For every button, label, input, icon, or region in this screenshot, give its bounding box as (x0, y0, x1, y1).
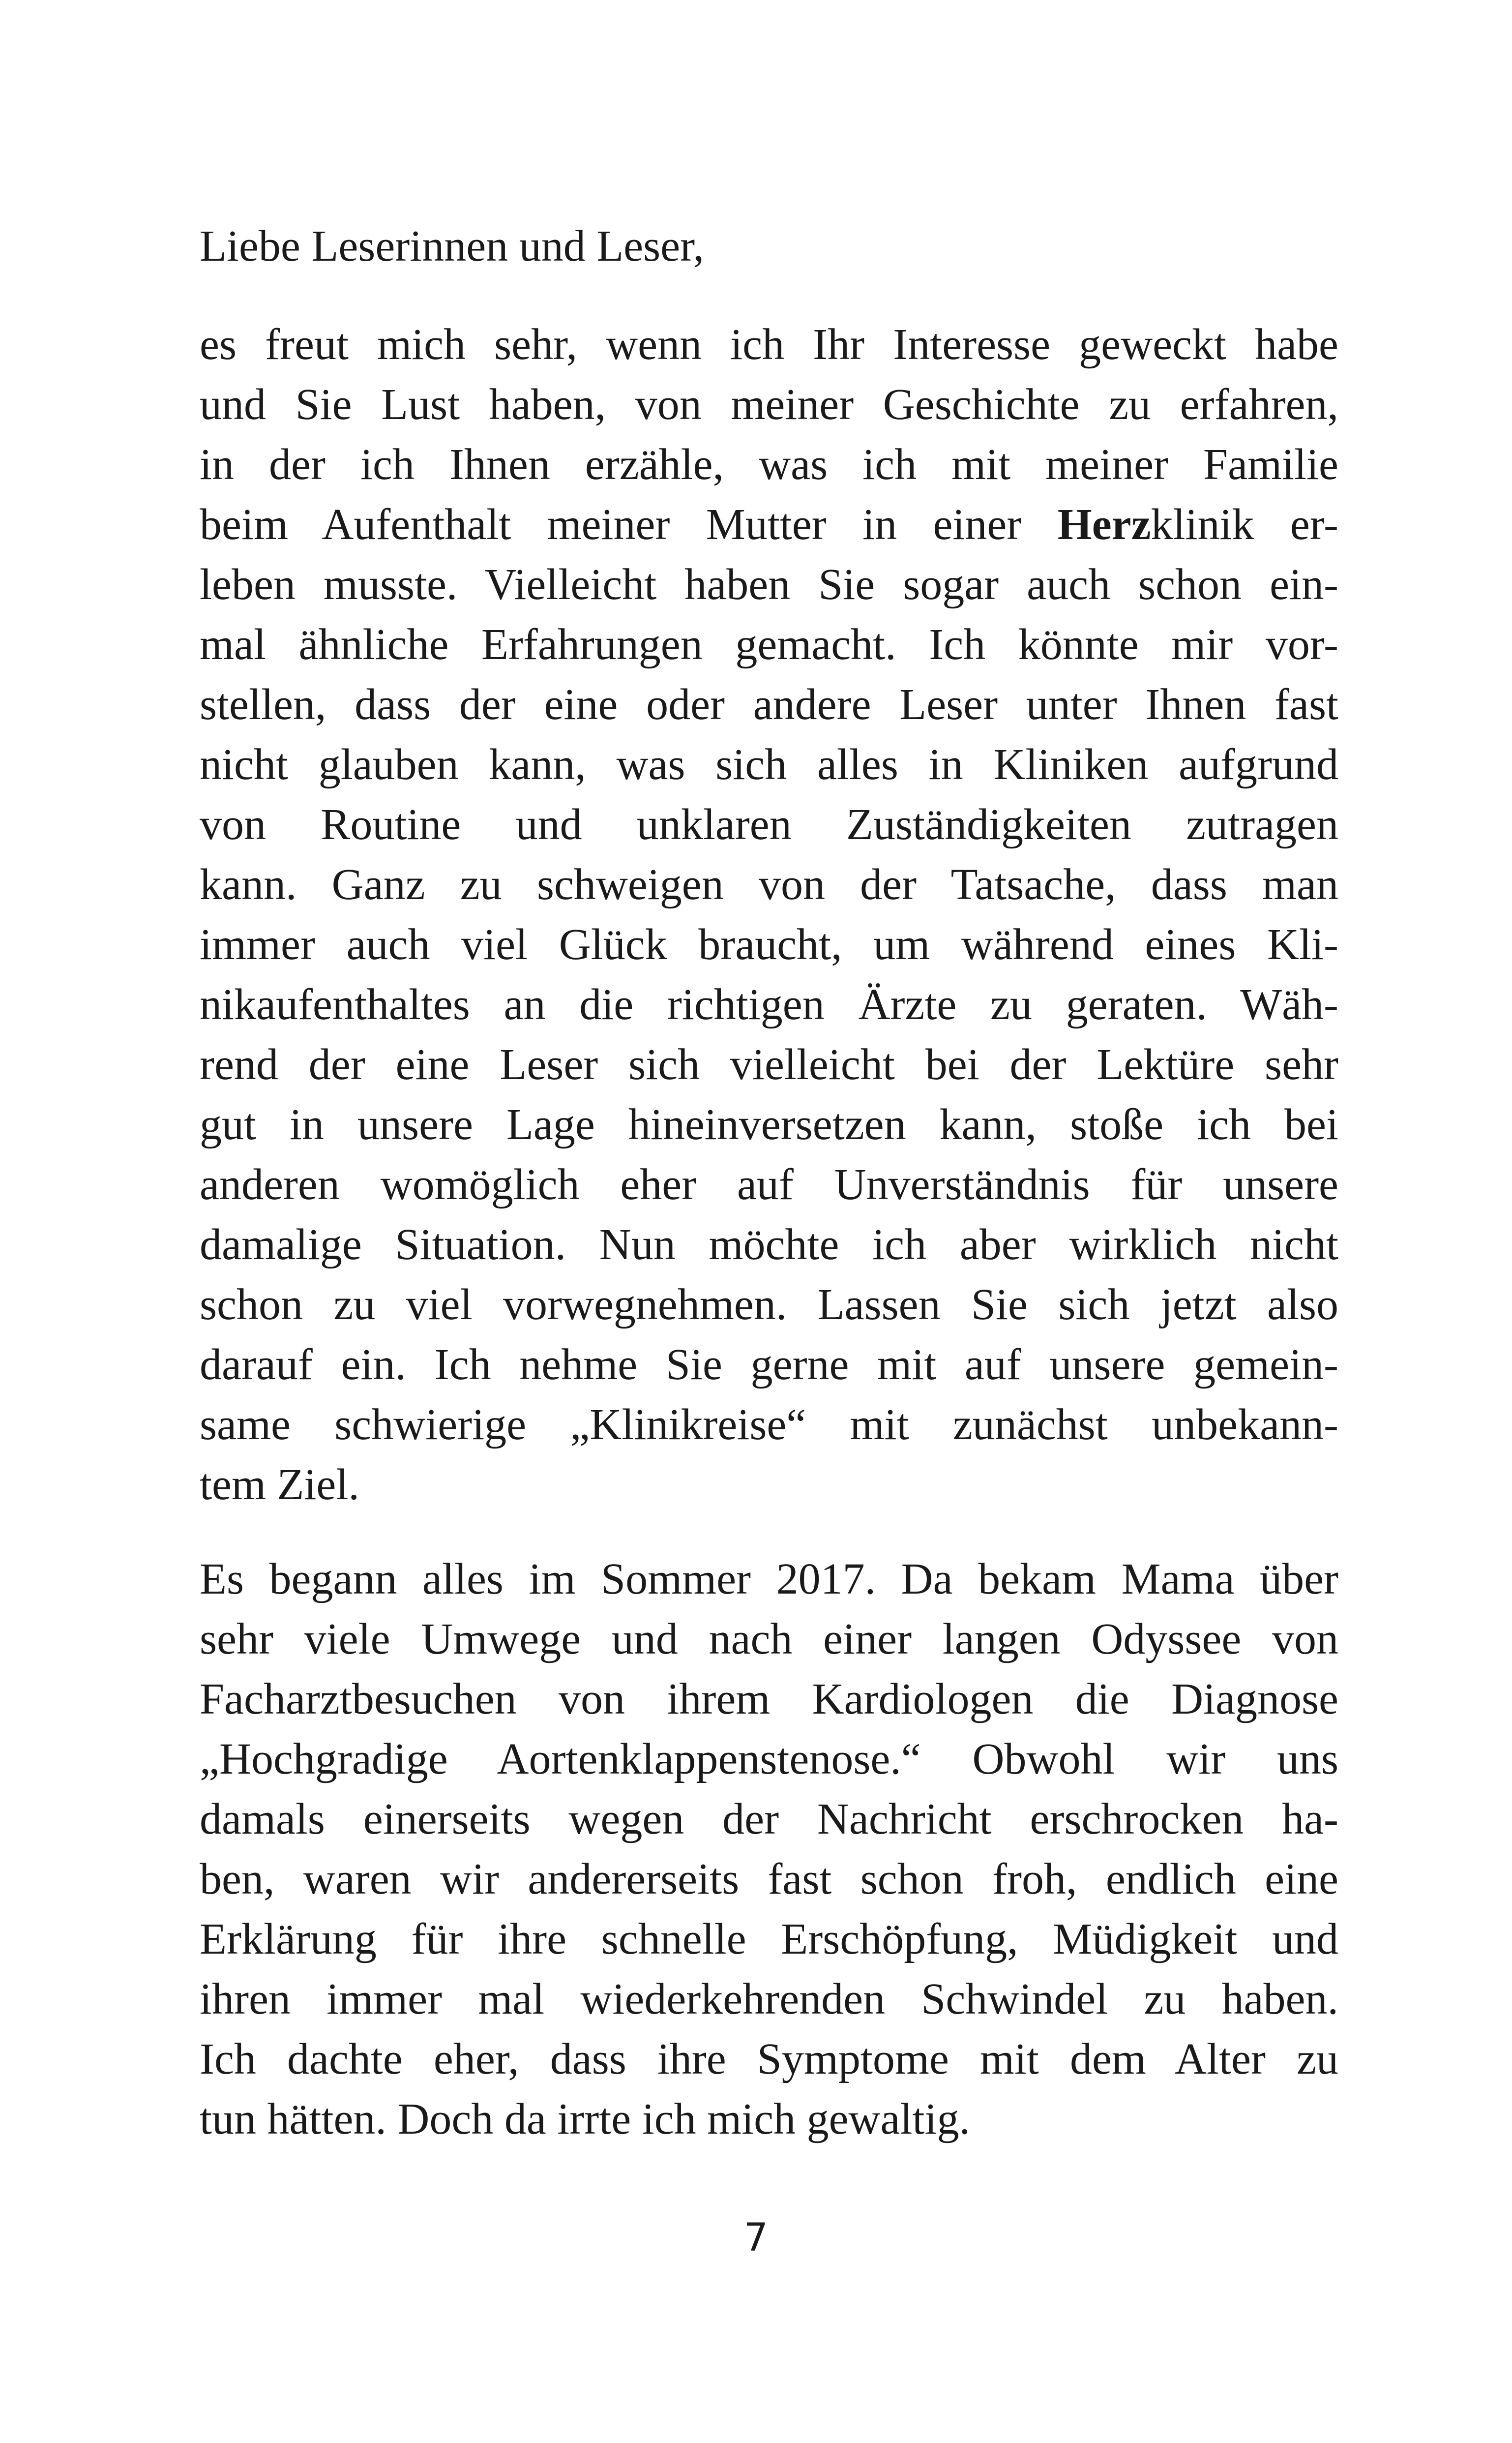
text-line: ihren immer mal wiederkehrenden Schwindel zu haben. (200, 1975, 1338, 2023)
text-line: es freut mich sehr, wenn ich Ihr Interesse geweckt habe (200, 320, 1338, 369)
text-line: darauf ein. Ich nehme Sie gerne mit auf unsere gemein- (200, 1340, 1338, 1389)
text-line: Facharztbesuchen von ihrem Kardiologen die Diagnose (200, 1675, 1338, 1723)
greeting (200, 216, 1338, 276)
text-line: nikaufenthaltes an die richtigen Ärzte zu geraten. Wäh- (200, 980, 1338, 1029)
text-line: in der ich Ihnen erzähle, was ich mit meiner Familie (200, 440, 1338, 489)
text-line: damals einerseits wegen der Nachricht erschrocken ha- (200, 1795, 1338, 1843)
text-line: rend der eine Leser sich vielleicht bei der Lektüre sehr (200, 1040, 1338, 1089)
text-line: Erklärung für ihre schnelle Erschöpfung, Müdigkeit und (200, 1915, 1338, 1963)
bold-emphasis: Herz (1057, 500, 1151, 549)
page-number: 7 (743, 2216, 769, 2260)
text-line: gut in unsere Lage hineinversetzen kann, stoße ich bei (200, 1100, 1338, 1149)
text-line: von Routine und unklaren Zuständigkeiten zutragen (200, 800, 1338, 849)
text-line: nicht glauben kann, was sich alles in Kliniken aufgrund (200, 740, 1338, 789)
text-segment: beim Aufenthalt meiner Mutter in einer (200, 500, 1058, 549)
text-line: Ich dachte eher, dass ihre Symptome mit dem Alter zu (200, 2035, 1338, 2083)
text-line: kann. Ganz zu schweigen von der Tatsache, dass man (200, 860, 1338, 909)
text-line: leben musste. Vielleicht haben Sie sogar auch schon ein- (200, 560, 1338, 609)
paragraph-1 (200, 315, 1338, 1515)
text-line: anderen womöglich eher auf Unverständnis für unsere (200, 1160, 1338, 1209)
text-line: same schwierige „Klinikreise“ mit zunächst unbekann- (200, 1400, 1338, 1449)
text-segment: klinik er- (1151, 500, 1339, 549)
text-line: stellen, dass der eine oder andere Leser unter Ihnen fast (200, 680, 1338, 729)
paragraph-2 (200, 1549, 1338, 2149)
text-line: mal ähnliche Erfahrungen gemacht. Ich könnte mir vor- (200, 620, 1338, 669)
text-line: schon zu viel vorwegnehmen. Lassen Sie sich jetzt also (200, 1280, 1338, 1329)
text-line (200, 495, 1338, 555)
text-line: und Sie Lust haben, von meiner Geschichte zu erfahren, (200, 380, 1338, 429)
text-line: tun hätten. Doch da irrte ich mich gewaltig. (200, 2095, 971, 2143)
text-line: ben, waren wir andererseits fast schon froh, endlich eine (200, 1855, 1338, 1903)
text-line: „Hochgradige Aortenklappenstenose.“ Obwohl wir uns (200, 1735, 1338, 1783)
text-line: Es begann alles im Sommer 2017. Da bekam Mama über (200, 1555, 1338, 1603)
greeting-line: Liebe Leserinnen und Leser, (200, 222, 704, 271)
text-line: tem Ziel. (200, 1460, 359, 1509)
text-line: sehr viele Umwege und nach einer langen Odyssee von (200, 1615, 1338, 1663)
text-line: immer auch viel Glück braucht, um während eines Kli- (200, 920, 1338, 969)
text-line: damalige Situation. Nun möchte ich aber wirklich nicht (200, 1220, 1338, 1269)
